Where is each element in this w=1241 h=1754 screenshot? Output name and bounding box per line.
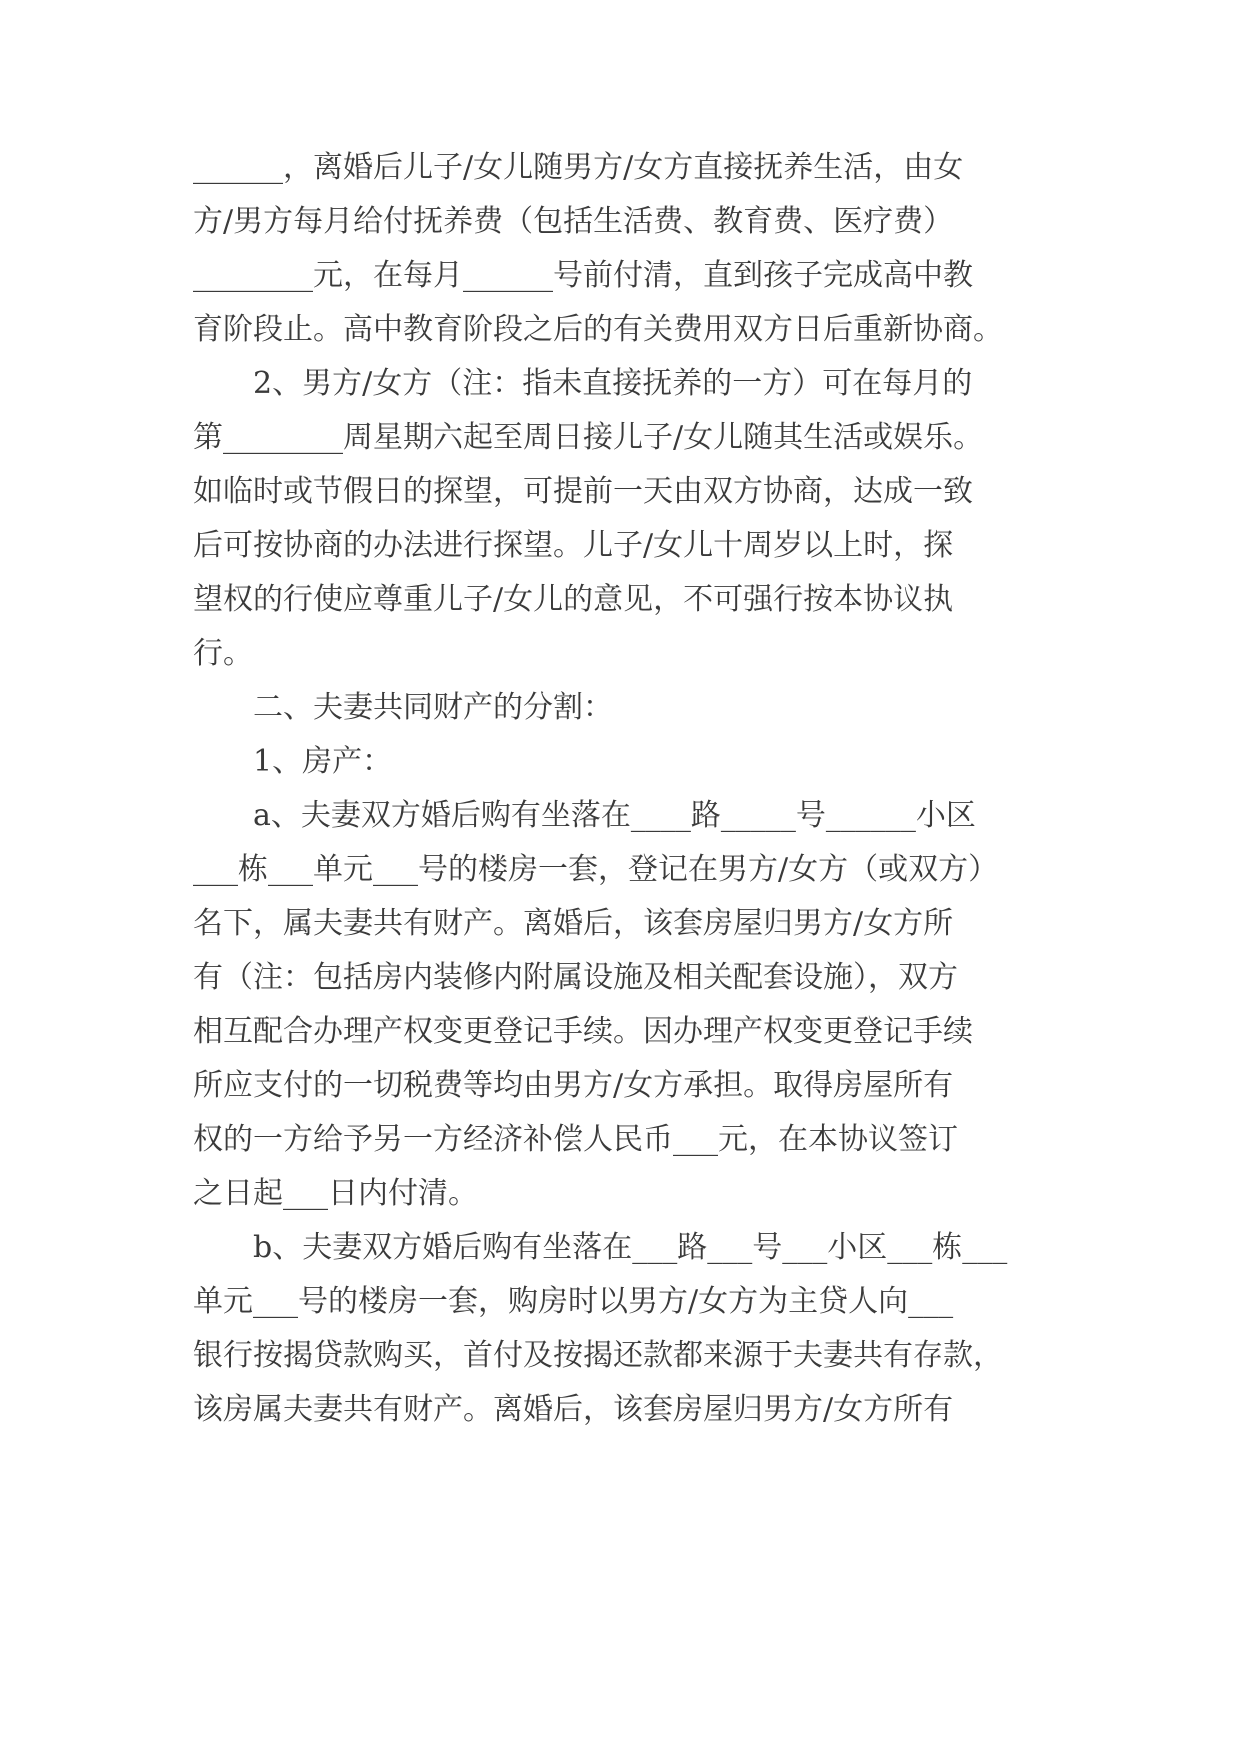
text-line: ___栋___单元___号的楼房一套，登记在男方/女方（或双方） — [193, 852, 999, 887]
text-line: 2、男方/女方（注：指未直接抚养的一方）可在每月的 — [253, 366, 973, 401]
text-line: 单元___号的楼房一套，购房时以男方/女方为主贷人向___ — [193, 1284, 954, 1319]
text-line: 所应支付的一切税费等均由男方/女方承担。取得房屋所有 — [193, 1068, 954, 1103]
text-line: 之日起___日内付清。 — [193, 1176, 478, 1211]
text-line: 方/男方每月给付抚养费（包括生活费、教育费、医疗费） — [193, 204, 954, 239]
text-line: 后可按协商的办法进行探望。儿子/女儿十周岁以上时，探 — [193, 528, 954, 563]
text-line: 相互配合办理产权变更登记手续。因办理产权变更登记手续 — [193, 1014, 973, 1049]
text-line: 如临时或节假日的探望，可提前一天由双方协商，达成一致 — [193, 474, 973, 509]
section-heading: 二、夫妻共同财产的分割： — [253, 690, 613, 725]
text-line: 权的一方给予另一方经济补偿人民币___元，在本协议签订 — [193, 1122, 958, 1157]
text-line: 育阶段止。高中教育阶段之后的有关费用双方日后重新协商。 — [193, 312, 1003, 347]
text-line: 银行按揭贷款购买，首付及按揭还款都来源于夫妻共有存款， — [193, 1338, 1003, 1373]
text-line: ________元，在每月______号前付清，直到孩子完成高中教 — [193, 258, 973, 293]
text-line: 行。 — [193, 636, 253, 671]
text-line: a、夫妻双方婚后购有坐落在____路_____号______小区 — [253, 798, 976, 833]
text-line: 有（注：包括房内装修内附属设施及相关配套设施），双方 — [193, 960, 958, 995]
text-line: 名下，属夫妻共有财产。离婚后，该套房屋归男方/女方所 — [193, 906, 954, 941]
text-line: b、夫妻双方婚后购有坐落在___路___号___小区___栋___ — [253, 1230, 1008, 1265]
text-line: ______，离婚后儿子/女儿随男方/女方直接抚养生活，由女 — [193, 150, 964, 185]
text-line: 第________周星期六起至周日接儿子/女儿随其生活或娱乐。 — [193, 420, 984, 455]
text-line: 该房属夫妻共有财产。离婚后，该套房屋归男方/女方所有 — [193, 1392, 954, 1427]
text-line: 望权的行使应尊重儿子/女儿的意见，不可强行按本协议执 — [193, 582, 954, 617]
subsection-heading: 1、房产： — [253, 744, 393, 779]
